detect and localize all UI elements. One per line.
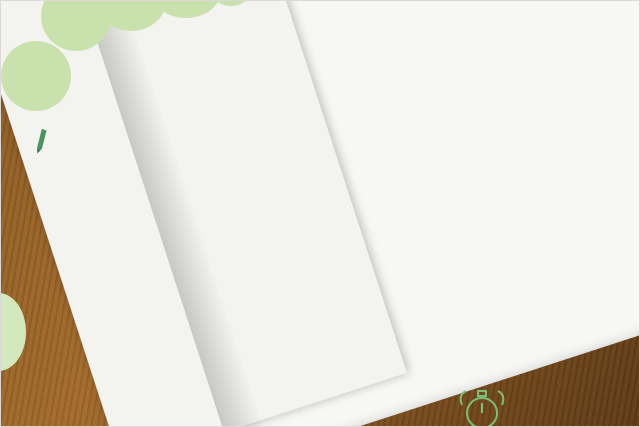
scallop-decoration bbox=[1, 41, 71, 111]
stopwatch-icon bbox=[456, 385, 508, 427]
